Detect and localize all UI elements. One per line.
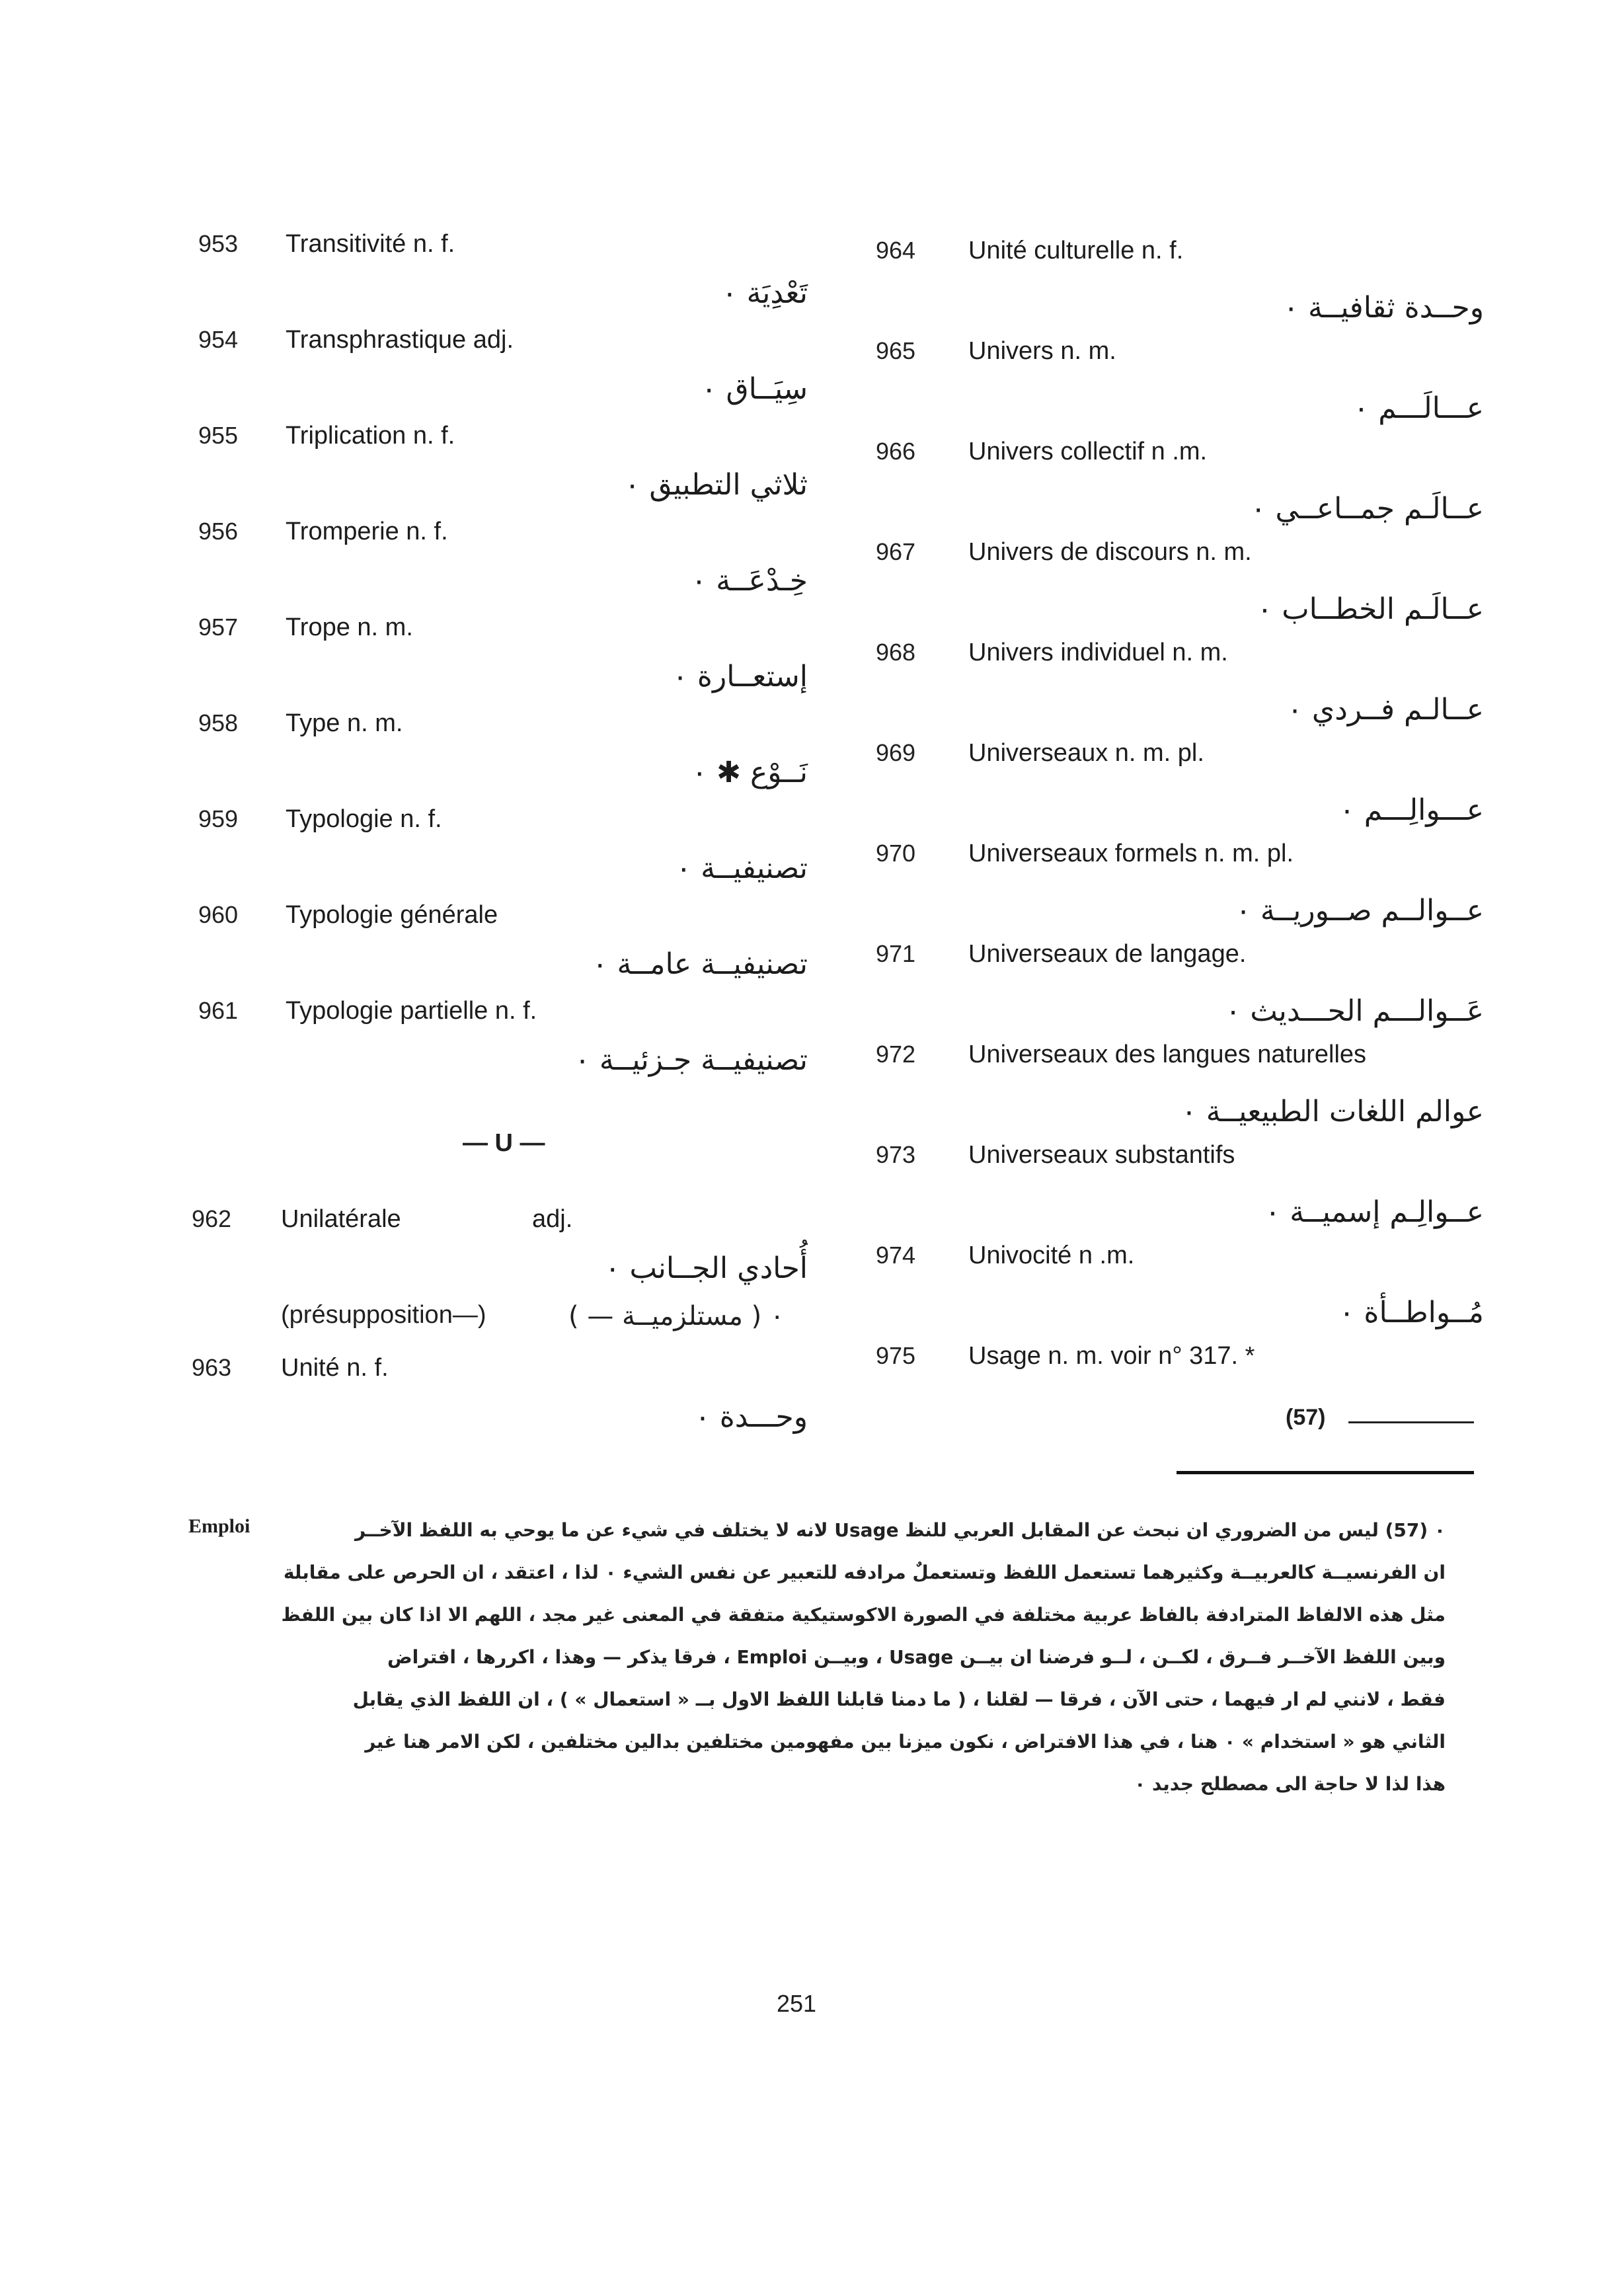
entry-term-ar: عَــوالـــم الحـــديث ٠ bbox=[1225, 994, 1484, 1028]
entry-term-fr: Typologie générale bbox=[286, 901, 498, 929]
entry-term-ar: نَــوْع ✱ ٠ bbox=[691, 756, 808, 789]
entry-number: 962 bbox=[192, 1205, 232, 1232]
entry-number: 953 bbox=[198, 230, 239, 257]
entry-number: 955 bbox=[198, 422, 239, 449]
entry-term-ar: تصنيفيــة ٠ bbox=[676, 851, 808, 885]
entry-term-ar: عــالـم فــردي ٠ bbox=[1287, 693, 1484, 727]
entry-pos: adj. bbox=[532, 1205, 573, 1233]
entry-number: 957 bbox=[198, 614, 239, 641]
entry-term-fr: Univers de discours n. m. bbox=[968, 538, 1252, 566]
entry-term-ar: عــالَـم الخطــاب ٠ bbox=[1257, 592, 1484, 626]
footnote-line: هذا لذا لا حاجة الى مصطلح جديد ٠ bbox=[1134, 1773, 1446, 1795]
entry-number: 970 bbox=[876, 840, 916, 867]
entry-term-fr: Trope n. m. bbox=[286, 614, 413, 641]
entry-number: 954 bbox=[198, 326, 239, 353]
entry-number: 960 bbox=[198, 901, 239, 928]
entry-term-ar: إستعــارة ٠ bbox=[672, 660, 808, 693]
entry-number: 968 bbox=[876, 639, 916, 666]
entry-term-fr: Unité n. f. bbox=[281, 1354, 389, 1382]
entry-term-ar: مُــواطــأة ٠ bbox=[1338, 1296, 1484, 1329]
footnote-label-emploi: Emploi bbox=[188, 1515, 251, 1537]
footnote-line: مثل هذه الالفاظ المترادفة بالفاظ عربية مختلفة في الصورة الاكوستيكية متفقة في المعنى غير مجد ، اللهم الا اذا كان بين اللفظ bbox=[281, 1604, 1446, 1626]
entry-term-ar: ثلاثي التطبيق ٠ bbox=[624, 468, 808, 502]
entry-term-ar: سِيَــاق ٠ bbox=[701, 372, 808, 406]
footnote-line: فقط ، لانني لم ار فيهما ، حتى الآن ، فرقا — لقلنا ، ( ما دمنا قابلنا اللفظ الاول بــ « استعمال » ) ، ان اللفظ الذي يقابل bbox=[352, 1688, 1446, 1710]
entry-term-fr: Universeaux des langues naturelles bbox=[968, 1041, 1367, 1068]
entry-term-ar: تصنيفيــة جـزئيــة ٠ bbox=[574, 1043, 808, 1077]
entry-number: 966 bbox=[876, 438, 916, 465]
entry-number: 959 bbox=[198, 805, 239, 832]
entry-number: 967 bbox=[876, 538, 916, 565]
entry-term-fr: Unité culturelle n. f. bbox=[968, 237, 1184, 264]
entry-number: 961 bbox=[198, 997, 239, 1024]
footnote-line: ان الفرنسيــة كالعربيــة وكثيرهما تستعمل اللفظ وتستعملٌ مرادفه للتعبير عن نفس الشيء ٠ لذا ، اعتقد ، ان الحرص على مقابلة bbox=[283, 1562, 1446, 1583]
footnote-marker: (57) bbox=[1286, 1405, 1326, 1430]
entry-term-fr: Typologie partielle n. f. bbox=[286, 997, 537, 1025]
entry-term-fr: Universeaux substantifs bbox=[968, 1141, 1235, 1169]
entry-term-fr: Universeaux de langage. bbox=[968, 940, 1247, 968]
entry-term-fr: Unilatérale bbox=[281, 1205, 401, 1233]
entry-term-fr: Univers collectif n .m. bbox=[968, 438, 1208, 465]
entry-number: 974 bbox=[876, 1242, 916, 1269]
subentry-term-fr: (présupposition—) bbox=[281, 1301, 486, 1329]
entry-term-ar: تَعْدِيَة ٠ bbox=[721, 276, 808, 310]
entry-term-ar: عوالم اللغات الطبيعيــة ٠ bbox=[1181, 1095, 1484, 1128]
page-number: 251 bbox=[777, 1990, 817, 2017]
entry-number: 969 bbox=[876, 739, 916, 766]
entry-number: 964 bbox=[876, 237, 916, 264]
entry-number: 965 bbox=[876, 337, 916, 364]
entry-term-fr: Transphrastique adj. bbox=[286, 326, 514, 354]
entry-number: 971 bbox=[876, 940, 916, 967]
footnote-line: ٠ (57) ليس من الضروري ان نبحث عن المقابل العربي للنظ Usage لانه لا يختلف في شيء عن ما يوحي به اللفظ الآخــر bbox=[354, 1519, 1446, 1541]
entry-term-ar: وحــدة ثقافيــة ٠ bbox=[1283, 291, 1484, 325]
entry-term-ar: عــوالِـم إسميــة ٠ bbox=[1264, 1195, 1484, 1229]
entry-term-ar: وحـــدة ٠ bbox=[695, 1400, 808, 1434]
entry-term-fr: Tromperie n. f. bbox=[286, 518, 448, 545]
entry-term-ar: أُحادي الجــانب ٠ bbox=[604, 1251, 808, 1285]
entry-term-fr: Univocité n .m. bbox=[968, 1242, 1135, 1269]
entry-number: 972 bbox=[876, 1041, 916, 1068]
entry-term-ar: عـــوالِـــم ٠ bbox=[1339, 793, 1484, 827]
entry-term-ar: خِـدْعَــة ٠ bbox=[691, 564, 808, 598]
footnote-separator bbox=[1177, 1471, 1474, 1474]
short-rule bbox=[1348, 1421, 1474, 1423]
entry-term-fr: Universeaux formels n. m. pl. bbox=[968, 840, 1294, 867]
entry-term-ar: عــوالــم صــوريــة ٠ bbox=[1235, 894, 1484, 928]
entry-number: 956 bbox=[198, 518, 239, 545]
entry-term-ar: عــالَـم جمــاعــي ٠ bbox=[1250, 492, 1484, 526]
footnote-line: الثاني هو « استخدام » ٠ هنا ، في هذا الافتراض ، نكون ميزنا بين مفهومين مختلفين بدالين مختلفين ، لكن الامر هنا غير bbox=[365, 1731, 1446, 1753]
entry-term-fr: Univers individuel n. m. bbox=[968, 639, 1228, 666]
entry-term-fr: Universeaux n. m. pl. bbox=[968, 739, 1204, 767]
entry-term-ar: تصنيفيــة عامــة ٠ bbox=[592, 947, 808, 981]
entry-term-ar: عـــالَـــم ٠ bbox=[1353, 391, 1484, 425]
entry-term-fr: Univers n. m. bbox=[968, 337, 1116, 365]
section-letter-u: — U — bbox=[463, 1129, 545, 1157]
footnote-line: وبين اللفظ الآخــر فــرق ، لكــن ، لــو فرضنا ان بيــن Usage ، وبيــن Emploi ، فرقا يذكر — وهذا ، اكررها ، افتراض bbox=[387, 1646, 1446, 1668]
entry-number: 958 bbox=[198, 709, 239, 736]
entry-term-fr: Usage n. m. voir n° 317. * bbox=[968, 1342, 1255, 1370]
subentry-term-ar: ٠ ( مستلزميــة — ) bbox=[568, 1301, 785, 1331]
entry-term-fr: Typologie n. f. bbox=[286, 805, 442, 833]
entry-number: 973 bbox=[876, 1141, 916, 1168]
entry-number: 975 bbox=[876, 1342, 916, 1369]
entry-term-fr: Transitivité n. f. bbox=[286, 230, 455, 258]
entry-term-fr: Triplication n. f. bbox=[286, 422, 455, 450]
entry-number: 963 bbox=[192, 1354, 232, 1381]
entry-term-fr: Type n. m. bbox=[286, 709, 403, 737]
